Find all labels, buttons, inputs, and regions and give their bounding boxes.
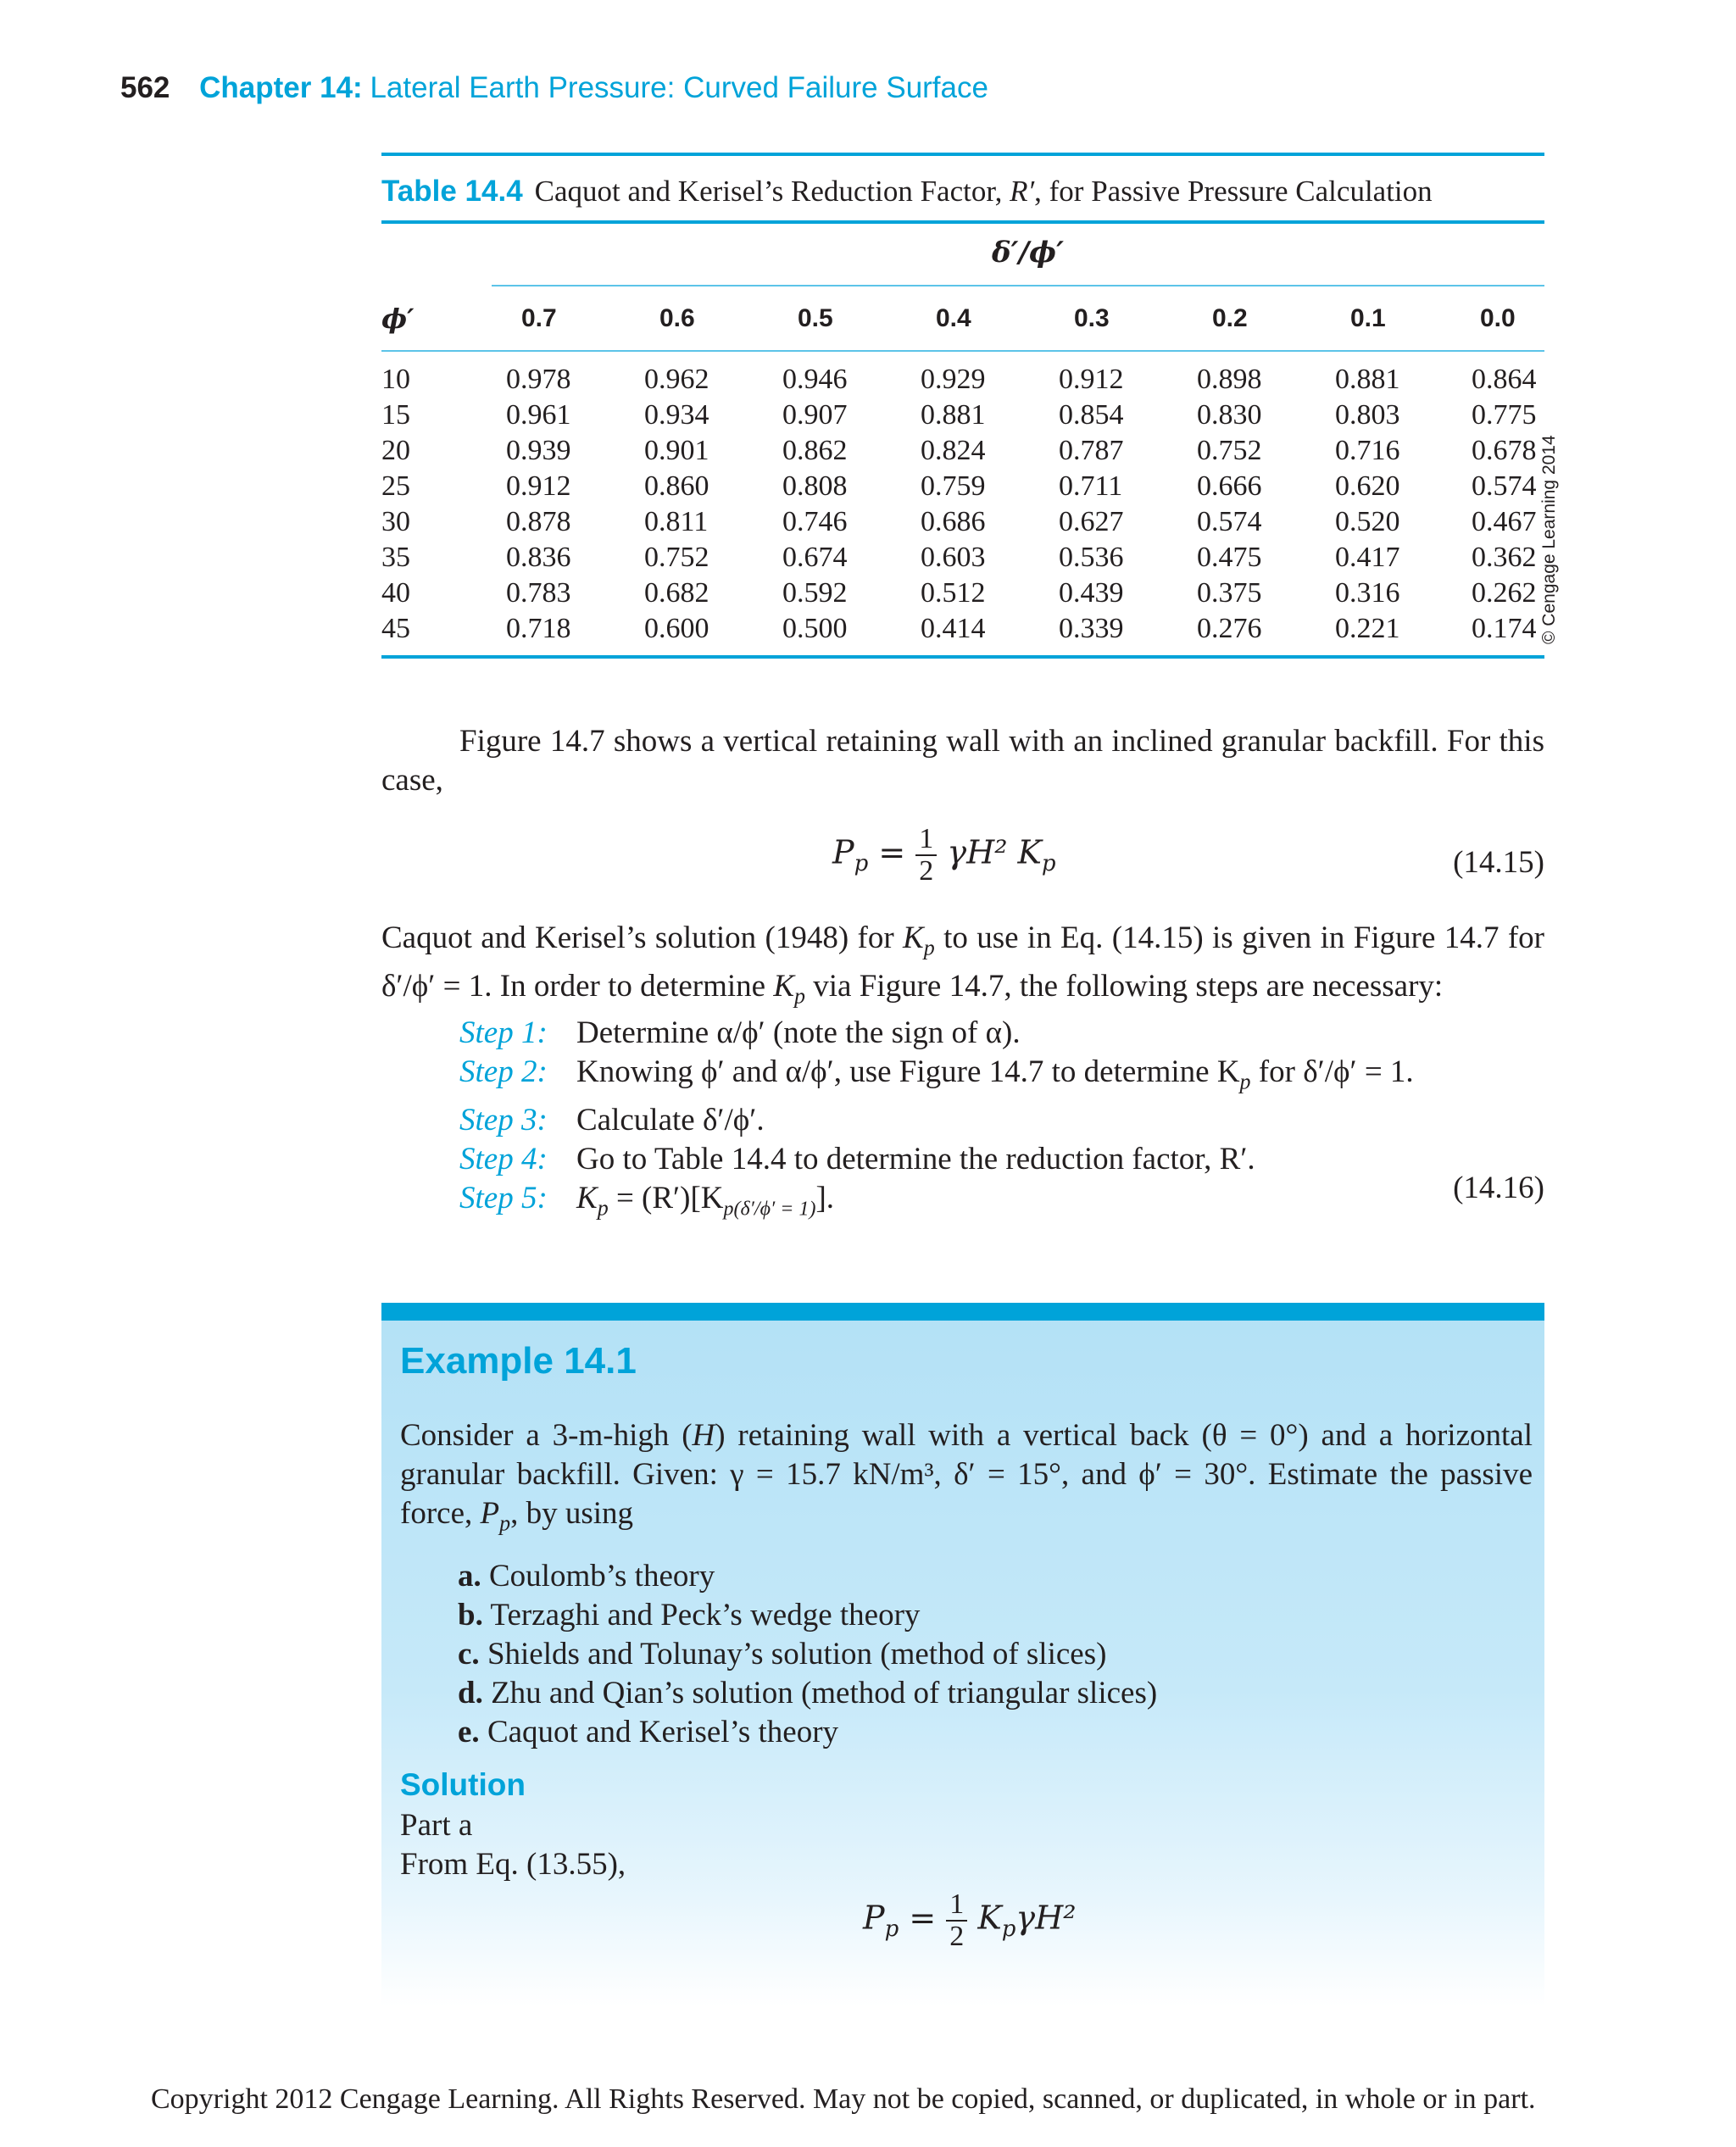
value-cell: 0.592 xyxy=(782,577,848,609)
step-tail-2: ]. xyxy=(815,1181,835,1216)
value-cell: 0.666 xyxy=(1197,470,1262,502)
value-cell: 0.961 xyxy=(506,399,571,431)
phi-cell: 30 xyxy=(381,506,410,537)
paragraph-figure-14-7: Figure 14.7 shows a vertical retaining wall with an inclined granular backfill. For this case, xyxy=(381,724,1544,798)
value-cell: 0.221 xyxy=(1335,613,1400,644)
step-3 xyxy=(459,1101,1544,1140)
step-2 xyxy=(459,1053,1544,1101)
table-caption-post: , for Passive Pressure Calculation xyxy=(1034,175,1433,208)
step-4 xyxy=(459,1140,1544,1179)
phi-cell: 35 xyxy=(381,542,410,573)
value-cell: 0.678 xyxy=(1472,435,1537,466)
eq-lhs: P xyxy=(832,833,854,871)
phi-cell: 25 xyxy=(381,470,410,502)
column-header: 0.2 xyxy=(1212,303,1248,332)
equation-number-14-15: (14.15) xyxy=(1453,845,1544,880)
value-cell: 0.174 xyxy=(1472,613,1537,644)
example-text-h: H xyxy=(692,1418,715,1453)
para2-part-b: to use in Eq. (14.15) is given in Figure 14.7 for δ′/ϕ′ = 1. In order to determine xyxy=(381,921,1544,1004)
value-cell: 0.711 xyxy=(1059,470,1123,502)
kp-symbol: K xyxy=(903,921,924,955)
part-letter: b. xyxy=(458,1598,483,1632)
eq-fraction xyxy=(915,824,937,887)
value-cell: 0.854 xyxy=(1059,399,1124,431)
kp-sub: p xyxy=(923,935,935,960)
value-cell: 0.316 xyxy=(1335,577,1400,609)
value-cell: 0.787 xyxy=(1059,435,1124,466)
reduction-factor-table xyxy=(381,286,1544,655)
phi-cell: 20 xyxy=(381,435,410,466)
value-cell: 0.574 xyxy=(1197,506,1262,537)
example-top-bar xyxy=(381,1303,1544,1321)
eq-numerator: 1 xyxy=(915,824,937,856)
para2-part-c: via Figure 14.7, the following steps are necessary: xyxy=(805,969,1444,1004)
value-cell: 0.414 xyxy=(921,613,986,644)
step-label: Step 1: xyxy=(459,1015,548,1050)
equation-number-14-16: (14.16) xyxy=(1453,1171,1544,1205)
part-d xyxy=(458,1674,1157,1713)
part-text: Caquot and Kerisel’s theory xyxy=(487,1715,839,1749)
table-row xyxy=(381,504,1544,540)
value-cell: 0.500 xyxy=(782,613,848,644)
example-text-a: Consider a 3-m-high ( xyxy=(400,1418,693,1453)
value-cell: 0.912 xyxy=(1059,364,1124,395)
value-cell: 0.746 xyxy=(782,506,848,537)
part-letter: a. xyxy=(458,1559,481,1594)
value-cell: 0.536 xyxy=(1059,542,1124,573)
column-spanner xyxy=(381,224,1544,285)
chapter-label: Chapter 14: xyxy=(199,71,363,104)
part-text: Shields and Tolunay’s solution (method of slices) xyxy=(487,1637,1107,1671)
example-problem-text xyxy=(400,1416,1533,1543)
table-bottom-rule xyxy=(381,655,1544,659)
value-cell: 0.860 xyxy=(644,470,709,502)
value-cell: 0.682 xyxy=(644,577,709,609)
value-cell: 0.603 xyxy=(921,542,986,573)
table-row xyxy=(381,469,1544,504)
value-cell: 0.512 xyxy=(921,577,986,609)
chapter-title: Lateral Earth Pressure: Curved Failure Surface xyxy=(370,71,988,104)
table-caption-pre: Caquot and Kerisel’s Reduction Factor, xyxy=(534,175,1010,208)
step-tail: = (R′)[K xyxy=(608,1181,724,1216)
value-cell: 0.881 xyxy=(1335,364,1400,395)
value-cell: 0.674 xyxy=(782,542,848,573)
step-sub: p xyxy=(597,1195,609,1221)
example-text-b: ) retaining wall with a vertical back (θ = 0°) and a horizontal granular backfill. Given: γ = 15.7 kN/m³, δ′ = 15°, and ϕ′ = 30°. Estimate the passive force, xyxy=(400,1418,1533,1531)
table-body xyxy=(381,351,1544,655)
value-cell: 0.475 xyxy=(1197,542,1262,573)
table-row xyxy=(381,351,1544,398)
solution-text xyxy=(400,1806,626,1884)
table-row xyxy=(381,611,1544,655)
value-cell: 0.620 xyxy=(1335,470,1400,502)
table-row xyxy=(381,540,1544,576)
step-text: Determine α/ϕ′ (note the sign of α). xyxy=(576,1015,1021,1050)
value-cell: 0.600 xyxy=(644,613,709,644)
para2-part-a: Caquot and Kerisel’s solution (1948) for xyxy=(381,921,904,955)
table-caption-symbol: R′ xyxy=(1010,175,1035,208)
eq-lhs-sub: p xyxy=(854,851,869,877)
value-cell: 0.881 xyxy=(921,399,986,431)
eq-lhs-sub: p xyxy=(884,1916,899,1943)
phi-cell: 45 xyxy=(381,613,410,644)
column-header: 0.3 xyxy=(1074,303,1110,332)
value-cell: 0.339 xyxy=(1059,613,1124,644)
value-cell: 0.901 xyxy=(644,435,709,466)
value-cell: 0.862 xyxy=(782,435,848,466)
table-caption xyxy=(381,156,1544,220)
step-tail: for δ′/ϕ′ = 1. xyxy=(1250,1054,1414,1089)
value-cell: 0.824 xyxy=(921,435,986,466)
eq-equals: = xyxy=(909,1899,937,1937)
eq-lhs: P xyxy=(863,1899,885,1937)
step-text: Go to Table 14.4 to determine the reduction factor, R′. xyxy=(576,1142,1255,1177)
column-header: 0.6 xyxy=(659,303,695,332)
step-label: Step 4: xyxy=(459,1142,548,1177)
equation-14-15 xyxy=(832,824,1056,887)
value-cell: 0.939 xyxy=(506,435,571,466)
eq-denominator: 2 xyxy=(919,855,934,887)
value-cell: 0.907 xyxy=(782,399,848,431)
column-header: 0.1 xyxy=(1350,303,1386,332)
example-text-p: P xyxy=(480,1496,500,1531)
value-cell: 0.759 xyxy=(921,470,986,502)
example-equation xyxy=(863,1889,1077,1952)
column-header: 0.4 xyxy=(936,303,971,332)
value-cell: 0.375 xyxy=(1197,577,1262,609)
value-cell: 0.783 xyxy=(506,577,571,609)
example-text-c: , by using xyxy=(510,1496,634,1531)
value-cell: 0.417 xyxy=(1335,542,1400,573)
kp-sub: p xyxy=(794,983,806,1009)
table-number: Table 14.4 xyxy=(381,175,523,208)
value-cell: 0.752 xyxy=(1197,435,1262,466)
eq-fraction xyxy=(946,1889,967,1952)
copyright-credit: © Cengage Learning 2014 xyxy=(1539,435,1559,644)
row-header-phi: ϕ′ xyxy=(381,302,415,335)
eq-denominator: 2 xyxy=(949,1921,965,1952)
part-letter: d. xyxy=(458,1676,483,1710)
value-cell: 0.830 xyxy=(1197,399,1262,431)
table-14-4 xyxy=(381,153,1544,659)
example-title: Example 14.1 xyxy=(400,1340,637,1382)
value-cell: 0.836 xyxy=(506,542,571,573)
eq-rhs-sub: p xyxy=(1001,1916,1016,1943)
step-sub: p xyxy=(1239,1069,1251,1094)
value-cell: 0.262 xyxy=(1472,577,1537,609)
phi-cell: 40 xyxy=(381,577,410,609)
copyright-footer: Copyright 2012 Cengage Learning. All Rights Reserved. May not be copied, scanned, or duplicated, in whole or in part. xyxy=(151,2083,1536,2115)
table-row xyxy=(381,576,1544,611)
value-cell: 0.898 xyxy=(1197,364,1262,395)
part-e xyxy=(458,1713,1157,1752)
value-cell: 0.962 xyxy=(644,364,709,395)
kp-symbol: K xyxy=(773,969,795,1004)
eq-rhs-tail: γH² xyxy=(1015,1899,1077,1937)
value-cell: 0.864 xyxy=(1472,364,1537,395)
value-cell: 0.946 xyxy=(782,364,848,395)
value-cell: 0.978 xyxy=(506,364,571,395)
eq-rhs-sub: p xyxy=(1041,851,1056,877)
phi-cell: 15 xyxy=(381,399,410,431)
value-cell: 0.878 xyxy=(506,506,571,537)
value-cell: 0.627 xyxy=(1059,506,1124,537)
part-text: Terzaghi and Peck’s wedge theory xyxy=(490,1598,921,1632)
value-cell: 0.686 xyxy=(921,506,986,537)
column-spanner-label: δ′/ϕ′ xyxy=(992,236,1065,270)
value-cell: 0.934 xyxy=(644,399,709,431)
value-cell: 0.439 xyxy=(1059,577,1124,609)
part-letter: e. xyxy=(458,1715,480,1749)
step-text: K xyxy=(576,1181,598,1216)
step-5 xyxy=(459,1179,1544,1228)
part-text: Coulomb’s theory xyxy=(489,1559,715,1594)
value-cell: 0.808 xyxy=(782,470,848,502)
part-letter: c. xyxy=(458,1637,480,1671)
eq-rhs: K xyxy=(977,1899,1002,1937)
part-text: Zhu and Qian’s solution (method of triangular slices) xyxy=(491,1676,1158,1710)
column-header: 0.5 xyxy=(798,303,833,332)
value-cell: 0.803 xyxy=(1335,399,1400,431)
value-cell: 0.362 xyxy=(1472,542,1537,573)
page-number: 562 xyxy=(120,71,170,104)
value-cell: 0.574 xyxy=(1472,470,1537,502)
value-cell: 0.775 xyxy=(1472,399,1537,431)
eq-equals: = xyxy=(878,833,906,871)
value-cell: 0.718 xyxy=(506,613,571,644)
value-cell: 0.752 xyxy=(644,542,709,573)
value-cell: 0.467 xyxy=(1472,506,1537,537)
part-a xyxy=(458,1557,1157,1596)
eq-rhs: γH² K xyxy=(947,833,1042,871)
table-header-row xyxy=(381,286,1544,351)
step-text: Knowing ϕ′ and α/ϕ′, use Figure 14.7 to determine K xyxy=(576,1054,1240,1089)
value-cell: 0.811 xyxy=(644,506,709,537)
step-1 xyxy=(459,1014,1544,1053)
value-cell: 0.929 xyxy=(921,364,986,395)
example-parts-list xyxy=(458,1557,1157,1752)
part-b xyxy=(458,1596,1157,1635)
step-label: Step 3: xyxy=(459,1103,548,1138)
solution-from-eq: From Eq. (13.55), xyxy=(400,1847,626,1882)
example-14-1-box xyxy=(381,1303,1544,2006)
table-row xyxy=(381,398,1544,433)
value-cell: 0.276 xyxy=(1197,613,1262,644)
value-cell: 0.520 xyxy=(1335,506,1400,537)
step-label: Step 5: xyxy=(459,1181,548,1216)
solution-part-a: Part a xyxy=(400,1808,473,1843)
column-header: 0.7 xyxy=(521,303,557,332)
step-label: Step 2: xyxy=(459,1054,548,1089)
paragraph-caquot-solution xyxy=(381,919,1544,1016)
eq-numerator: 1 xyxy=(946,1889,967,1922)
table-row xyxy=(381,433,1544,469)
step-text: Calculate δ′/ϕ′. xyxy=(576,1103,765,1138)
part-c xyxy=(458,1635,1157,1674)
example-text-p-sub: p xyxy=(499,1510,511,1536)
running-head xyxy=(120,71,988,105)
phi-cell: 10 xyxy=(381,364,410,395)
value-cell: 0.716 xyxy=(1335,435,1400,466)
column-header: 0.0 xyxy=(1480,303,1516,332)
step-sub-2: p(δ′/ϕ′ = 1) xyxy=(723,1198,816,1221)
value-cell: 0.912 xyxy=(506,470,571,502)
solution-heading: Solution xyxy=(400,1767,526,1802)
steps-list xyxy=(459,1014,1544,1229)
